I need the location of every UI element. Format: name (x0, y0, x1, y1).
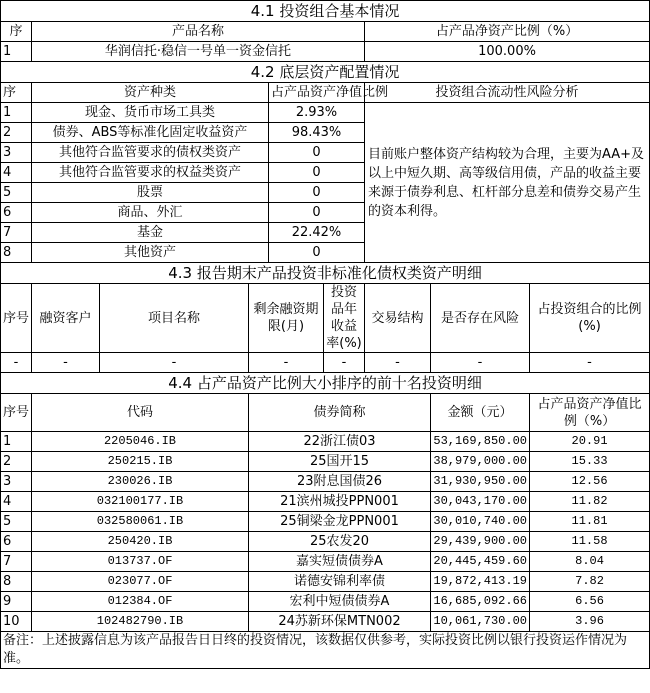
s4-cell-amount: 16,685,092.66 (431, 592, 530, 612)
s4-cell-bond-name: 22浙江债03 (249, 432, 431, 452)
s4-cell-no: 1 (1, 432, 32, 452)
s2-cell-ratio: 98.43% (269, 123, 365, 143)
s4-cell-bond-name: 宏利中短债债券A (249, 592, 431, 612)
s4-cell-code: 250420.IB (32, 532, 249, 552)
s2-cell-asset-type: 商品、外汇 (32, 203, 269, 223)
s3-cell: - (1, 353, 32, 373)
table-row (1, 592, 650, 612)
s4-cell-no: 9 (1, 592, 32, 612)
s3-cell: - (530, 353, 650, 373)
s4-cell-bond-name: 25农发20 (249, 532, 431, 552)
s1-cell-product-name: 华润信托·稳信一号单一资金信托 (32, 42, 365, 62)
s2-header-ratio: 占产品资产净值比例 (269, 83, 365, 103)
s2-cell-asset-type: 其他资产 (32, 243, 269, 263)
s2-cell-ratio: 0 (269, 163, 365, 183)
s4-header-no: 序号 (1, 394, 32, 432)
s3-header-ratio: 占投资组合的比例(%) (530, 284, 650, 353)
table-row (1, 552, 650, 572)
s2-cell-ratio: 0 (269, 143, 365, 163)
s3-header-client: 融资客户 (32, 284, 100, 353)
table-row (1, 612, 650, 632)
s4-cell-ratio: 11.82 (530, 492, 650, 512)
s4-cell-code: 023077.OF (32, 572, 249, 592)
s2-header-no: 序 (1, 83, 32, 103)
s2-cell-ratio: 0 (269, 203, 365, 223)
s4-cell-ratio: 6.56 (530, 592, 650, 612)
s2-cell-no: 4 (1, 163, 32, 183)
s4-cell-ratio: 12.56 (530, 472, 650, 492)
s2-cell-asset-type: 其他符合监管要求的债权类资产 (32, 143, 269, 163)
table-row (1, 353, 650, 373)
s4-cell-code: 102482790.IB (32, 612, 249, 632)
s2-cell-ratio: 2.93% (269, 103, 365, 123)
s4-cell-ratio: 11.81 (530, 512, 650, 532)
s2-cell-ratio: 0 (269, 243, 365, 263)
footnote: 备注：上述披露信息为该产品报告日日终的投资情况，该数据仅供参考，实际投资比例以银行投资运作情况为准。 (1, 632, 650, 669)
s1-header-no: 序 (1, 22, 32, 42)
s4-cell-code: 250215.IB (32, 452, 249, 472)
table-row (1, 452, 650, 472)
s4-cell-bond-name: 25铜梁金龙PPN001 (249, 512, 431, 532)
s2-cell-asset-type: 债券、ABS等标准化固定收益资产 (32, 123, 269, 143)
s2-cell-ratio: 0 (269, 183, 365, 203)
s2-cell-ratio: 22.42% (269, 223, 365, 243)
s4-cell-bond-name: 21滨州城投PPN001 (249, 492, 431, 512)
s3-cell: - (32, 353, 100, 373)
section-4-1-title: 4.1 投资组合基本情况 (1, 1, 650, 22)
s4-cell-amount: 20,445,459.60 (431, 552, 530, 572)
s4-cell-amount: 53,169,850.00 (431, 432, 530, 452)
s2-cell-asset-type: 基金 (32, 223, 269, 243)
s4-cell-ratio: 7.82 (530, 572, 650, 592)
s4-cell-no: 2 (1, 452, 32, 472)
s4-cell-no: 10 (1, 612, 32, 632)
table-row (1, 492, 650, 512)
s3-header-structure: 交易结构 (365, 284, 431, 353)
s4-cell-bond-name: 23附息国债26 (249, 472, 431, 492)
s4-header-amount: 金额（元） (431, 394, 530, 432)
s4-cell-code: 012384.OF (32, 592, 249, 612)
s4-cell-amount: 31,930,950.00 (431, 472, 530, 492)
s2-cell-asset-type: 股票 (32, 183, 269, 203)
table-row (1, 432, 650, 452)
s4-cell-bond-name: 诺德安锦利率债 (249, 572, 431, 592)
s1-cell-no: 1 (1, 42, 32, 62)
s2-cell-no: 3 (1, 143, 32, 163)
table-row (1, 572, 650, 592)
s4-cell-amount: 29,439,900.00 (431, 532, 530, 552)
s1-header-product-name: 产品名称 (32, 22, 365, 42)
s3-header-project: 项目名称 (100, 284, 249, 353)
s3-cell: - (249, 353, 324, 373)
s3-cell: - (100, 353, 249, 373)
s3-cell: - (324, 353, 365, 373)
s4-header-bond-name: 债券简称 (249, 394, 431, 432)
s2-cell-no: 5 (1, 183, 32, 203)
s4-cell-amount: 19,872,413.19 (431, 572, 530, 592)
s4-cell-ratio: 15.33 (530, 452, 650, 472)
s4-cell-ratio: 3.96 (530, 612, 650, 632)
s4-cell-code: 013737.OF (32, 552, 249, 572)
s4-cell-no: 8 (1, 572, 32, 592)
s4-cell-bond-name: 24苏新环保MTN002 (249, 612, 431, 632)
table-row (1, 532, 650, 552)
liquidity-analysis-text: 目前账户整体资产结构较为合理，主要为AA+及以上中短久期、高等级信用债，产品的收益主要来源于债券利息、杠杆部分息差和债券交易产生的资本利得。 (365, 103, 650, 263)
section-4-4-title: 4.4 占产品资产比例大小排序的前十名投资明细 (1, 373, 650, 394)
s4-cell-amount: 30,010,740.00 (431, 512, 530, 532)
s2-cell-asset-type: 其他符合监管要求的权益类资产 (32, 163, 269, 183)
s4-cell-code: 2205046.IB (32, 432, 249, 452)
s3-header-risk: 是否存在风险 (431, 284, 530, 353)
s4-cell-code: 032100177.IB (32, 492, 249, 512)
s2-cell-no: 1 (1, 103, 32, 123)
s2-cell-no: 6 (1, 203, 32, 223)
table-row (1, 42, 650, 62)
table-row (1, 472, 650, 492)
section-4-2-title: 4.2 底层资产配置情况 (1, 62, 650, 83)
s2-header-asset-type: 资产种类 (32, 83, 269, 103)
s4-cell-no: 6 (1, 532, 32, 552)
s2-cell-no: 8 (1, 243, 32, 263)
s3-cell: - (365, 353, 431, 373)
s2-cell-no: 2 (1, 123, 32, 143)
s3-header-annual-yield: 投资品年收益率(%) (324, 284, 365, 353)
s4-cell-bond-name: 25国开15 (249, 452, 431, 472)
s3-header-no: 序号 (1, 284, 32, 353)
s4-cell-amount: 38,979,000.00 (431, 452, 530, 472)
s4-cell-code: 032580061.IB (32, 512, 249, 532)
s4-cell-ratio: 20.91 (530, 432, 650, 452)
s4-cell-ratio: 11.58 (530, 532, 650, 552)
s3-cell: - (431, 353, 530, 373)
s2-cell-asset-type: 现金、货币市场工具类 (32, 103, 269, 123)
s4-header-ratio: 占产品资产净值比例（%） (530, 394, 650, 432)
s4-cell-no: 4 (1, 492, 32, 512)
s3-header-remaining-term: 剩余融资期限(月) (249, 284, 324, 353)
s2-cell-no: 7 (1, 223, 32, 243)
s2-header-liquidity-analysis: 投资组合流动性风险分析 (365, 83, 650, 103)
table-row (1, 512, 650, 532)
table-row (1, 103, 650, 123)
s4-cell-no: 3 (1, 472, 32, 492)
s4-cell-ratio: 8.04 (530, 552, 650, 572)
s1-header-ratio: 占产品净资产比例（%） (365, 22, 650, 42)
s4-cell-amount: 10,061,730.00 (431, 612, 530, 632)
section-4-3-title: 4.3 报告期末产品投资非标准化债权类资产明细 (1, 263, 650, 284)
s4-cell-bond-name: 嘉实短债债券A (249, 552, 431, 572)
s1-cell-ratio: 100.00% (365, 42, 650, 62)
s4-cell-code: 230026.IB (32, 472, 249, 492)
s4-cell-amount: 30,043,170.00 (431, 492, 530, 512)
s4-cell-no: 5 (1, 512, 32, 532)
s4-header-code: 代码 (32, 394, 249, 432)
s4-cell-no: 7 (1, 552, 32, 572)
